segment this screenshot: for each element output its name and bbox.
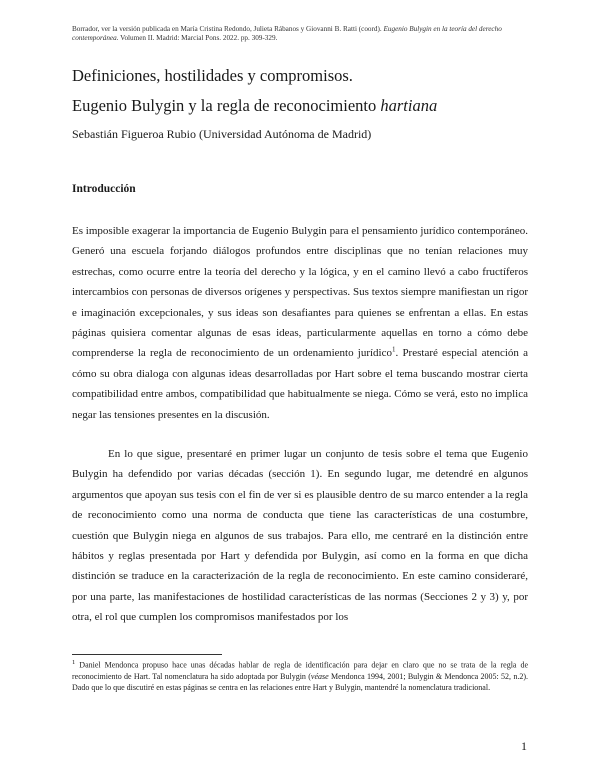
title-line-2-italic: hartiana <box>380 96 438 115</box>
footnote <box>72 657 528 693</box>
footnote-reference[interactable]: 1 <box>392 345 396 354</box>
title-line-2 <box>72 96 437 116</box>
author-affiliation: Sebastián Figueroa Rubio (Universidad Autónoma de Madrid) <box>72 127 372 141</box>
section-heading: Introducción <box>72 183 136 195</box>
page-number: 1 <box>521 739 527 753</box>
paragraph-1-part-b: . Prestaré especial atención a cómo su obra dialoga con algunas ideas desarrolladas por Hart sobre el tema buscando mostrar cierta compatibilidad entre ambos, compatibilidad que habitualmente se niega. Cómo se verá, esto no implica negar las tensiones presentes en la discusión. <box>72 347 528 421</box>
citation-pre: Borrador, ver la versión publicada en María Cristina Redondo, Julieta Rábanos y Giovanni B. Ratti (coord). <box>72 25 384 33</box>
paragraph-2: En lo que sigue, presentaré en primer lugar un conjunto de tesis sobre el tema que Eugenio Bulygin ha defendido por varias décadas (sección 1). En segundo lugar, me detendré en algunos argumentos que apoyan sus tesis con el fin de ver si es plausible dentro de su marco entender a la regla de reconocimiento como una norma de conducta que tiene las características de una costumbre, cuestión que Bulygin niega en algunos de sus trabajos. Para ello, me centraré en la distinción entre hábitos y reglas presentada por Hart y defendida por Bulygin, así como en la forma en que dicha distinción se traduce en la caracterización de la regla de reconocimiento. En este camino consideraré, por una parte, las manifestaciones de hostilidad características de las normas (Secciones 2 y 3) y, por otra, el rol que cumplen los compromisos manifestados por los <box>72 448 528 624</box>
title-line-2-main: Eugenio Bulygin y la regla de reconocimiento <box>72 96 381 115</box>
citation-header <box>72 25 532 43</box>
paragraph-1 <box>72 221 528 425</box>
footnote-text-b: Mendonca 1994, 2001; Bulygin & Mendonca 2005: 52, n.2). Dado que lo que discutiré en estas páginas se centra en las relaciones entre Hart y Bulygin, mantendré la nomenclatura tradicional. <box>72 671 528 692</box>
footnote-text-italic: véase <box>310 671 329 681</box>
paragraph-1-part-a: Es imposible exagerar la importancia de Eugenio Bulygin para el pensamiento jurídico contemporáneo. Generó una escuela forjando diálogos profundos entre disciplinas que no tenían relaciones muy estrechas, como ocurre entre la teoría del derecho y la lógica, y en el camino llevó a cabo fructíferos intercambios con personas de diversos orígenes y perspectivas. Sus textos siempre manifiestan un rigor e imaginación excepcionales, y sus ideas son desafiantes para quienes se enfrentan a ellas. En estas páginas quisiera comentar algunas de esas ideas, particularmente aquellas en torno a cómo debe comprenderse la regla de reconocimiento de un ordenamiento jurídico <box>72 225 528 360</box>
citation-post: Volumen II. Madrid: Marcial Pons. 2022. pp. 309-329. <box>118 34 278 42</box>
footnote-marker: 1 <box>72 659 76 666</box>
footnote-text-a: Daniel Mendonca propuso hace unas décadas hablar de regla de identificación para dejar en claro que no se trata de la regla de reconocimiento de Hart. Tal nomenclatura ha sido adoptada por Bulygin ( <box>72 660 528 681</box>
footnote-divider <box>72 654 222 655</box>
title-line-1: Definiciones, hostilidades y compromisos. <box>72 66 353 85</box>
citation-book-title: Eugenio Bulygin en la teoría del derecho contemporánea. <box>72 25 502 42</box>
